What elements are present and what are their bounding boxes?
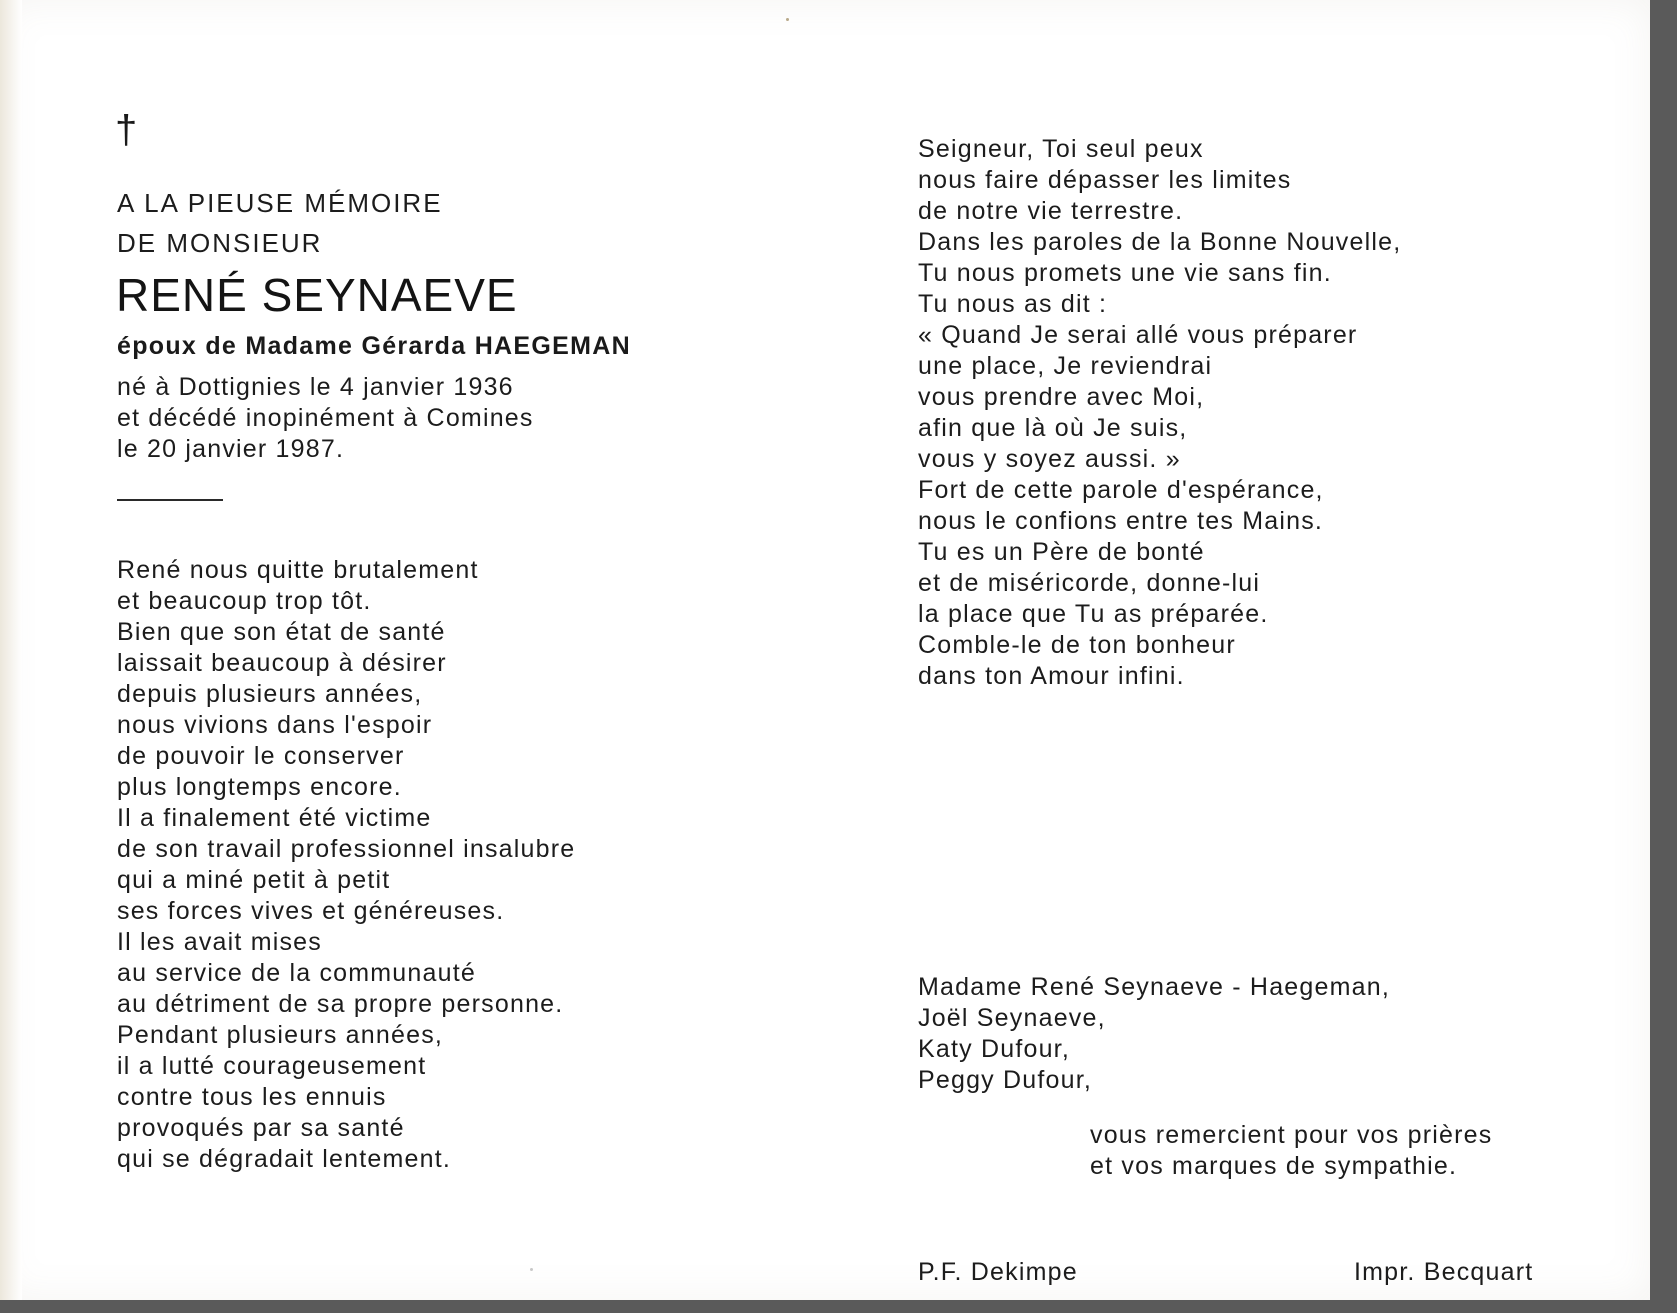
- prayer-line: une place, Je reviendrai: [918, 352, 1213, 380]
- prayer-line: « Quand Je serai allé vous préparer: [918, 321, 1358, 349]
- prayer-line: dans ton Amour infini.: [918, 662, 1185, 690]
- family-member: Madame René Seynaeve - Haegeman,: [918, 973, 1390, 1001]
- tribute-line: laissait beaucoup à désirer: [117, 649, 447, 677]
- prayer-line: Comble-le de ton bonheur: [918, 631, 1236, 659]
- prayer-line: vous prendre avec Moi,: [918, 383, 1205, 411]
- tribute-line: au service de la communauté: [117, 959, 476, 987]
- tribute-line: René nous quitte brutalement: [117, 556, 479, 584]
- prayer-line: vous y soyez aussi. »: [918, 445, 1181, 473]
- paper-speck: [530, 1268, 533, 1271]
- prayer-line: afin que là où Je suis,: [918, 414, 1188, 442]
- tribute-line: contre tous les ennuis: [117, 1083, 387, 1111]
- prayer-line: et de miséricorde, donne-lui: [918, 569, 1261, 597]
- tribute-line: depuis plusieurs années,: [117, 680, 423, 708]
- tribute-line: qui a miné petit à petit: [117, 866, 391, 894]
- prayer-text: [918, 134, 1401, 692]
- tribute-line: Pendant plusieurs années,: [117, 1021, 444, 1049]
- printer-credit: Impr. Becquart: [1354, 1258, 1534, 1286]
- deceased-name: RENÉ SEYNAEVE: [116, 269, 518, 321]
- family-list: [918, 972, 1390, 1096]
- birth-death-line: né à Dottignies le 4 janvier 1936: [117, 373, 514, 401]
- tribute-text: [117, 555, 575, 1175]
- tribute-line: il a lutté courageusement: [117, 1052, 427, 1080]
- spouse-line: époux de Madame Gérarda HAEGEMAN: [117, 332, 631, 360]
- tribute-line: et beaucoup trop tôt.: [117, 587, 372, 615]
- heading-line-1: A LA PIEUSE MÉMOIRE: [117, 188, 443, 218]
- tribute-line: de son travail professionnel insalubre: [117, 835, 576, 863]
- family-member: Joël Seynaeve,: [918, 1004, 1106, 1032]
- birth-death-line: le 20 janvier 1987.: [117, 435, 345, 463]
- family-member: Katy Dufour,: [918, 1035, 1070, 1063]
- tribute-line: Il les avait mises: [117, 928, 322, 956]
- prayer-line: nous faire dépasser les limites: [918, 166, 1292, 194]
- funeral-director: P.F. Dekimpe: [918, 1258, 1078, 1286]
- tribute-line: au détriment de sa propre personne.: [117, 990, 564, 1018]
- thanks-line: et vos marques de sympathie.: [1090, 1152, 1458, 1180]
- prayer-line: nous le confions entre tes Mains.: [918, 507, 1324, 535]
- prayer-line: Tu nous as dit :: [918, 290, 1108, 318]
- prayer-line: Tu es un Père de bonté: [918, 538, 1205, 566]
- prayer-line: Dans les paroles de la Bonne Nouvelle,: [918, 228, 1402, 256]
- family-member: Peggy Dufour,: [918, 1066, 1093, 1094]
- tribute-line: nous vivions dans l'espoir: [117, 711, 433, 739]
- divider-line: [117, 499, 223, 501]
- thanks-text: [1090, 1120, 1492, 1182]
- prayer-line: de notre vie terrestre.: [918, 197, 1184, 225]
- birth-death-line: et décédé inopinément à Comines: [117, 404, 534, 432]
- birth-death-block: [117, 372, 534, 465]
- prayer-line: la place que Tu as préparée.: [918, 600, 1269, 628]
- prayer-line: Seigneur, Toi seul peux: [918, 135, 1204, 163]
- prayer-line: Fort de cette parole d'espérance,: [918, 476, 1324, 504]
- heading-line-2: DE MONSIEUR: [117, 228, 323, 258]
- tribute-line: qui se dégradait lentement.: [117, 1145, 451, 1173]
- tribute-line: Bien que son état de santé: [117, 618, 446, 646]
- paper-speck: [786, 18, 789, 21]
- prayer-line: Tu nous promets une vie sans fin.: [918, 259, 1332, 287]
- tribute-line: de pouvoir le conserver: [117, 742, 405, 770]
- paper-edge-stain: [0, 0, 22, 1300]
- tribute-line: Il a finalement été victime: [117, 804, 432, 832]
- thanks-line: vous remercient pour vos prières: [1090, 1121, 1493, 1149]
- tribute-line: provoqués par sa santé: [117, 1114, 405, 1142]
- tribute-line: plus longtemps encore.: [117, 773, 402, 801]
- tribute-line: ses forces vives et généreuses.: [117, 897, 505, 925]
- cross-icon: †: [115, 108, 138, 152]
